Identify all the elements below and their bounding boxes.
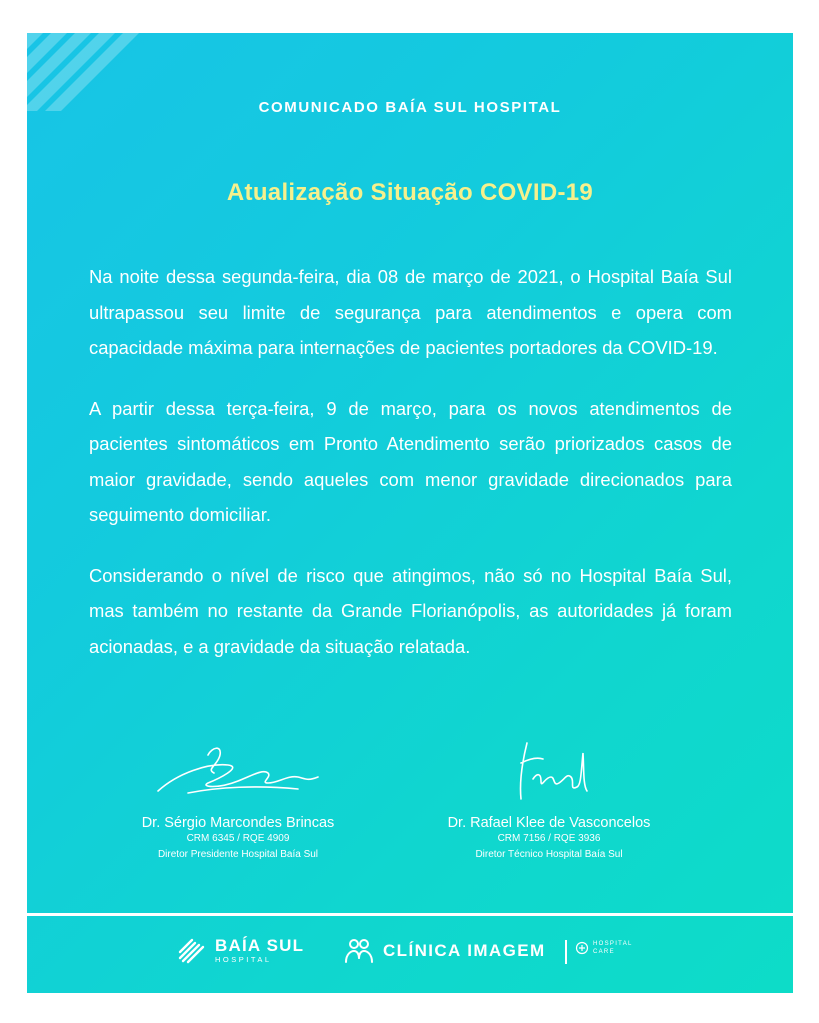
paragraph-1: Na noite dessa segunda-feira, dia 08 de março de 2021, o Hospital Baía Sul ultrapassou seu limite de segurança para atendimentos e opera com capacidade máxima para internações de pacientes portadores da COVID-19.	[89, 266, 732, 358]
hospital-care-line1: HOSPITAL	[593, 941, 633, 947]
clinica-imagem-logo-icon	[343, 936, 375, 966]
paragraph-3: Considerando o nível de risco que atingimos, não só no Hospital Baía Sul, mas também no restante da Grande Florianópolis, as autoridades já foram acionadas, e a gravidade da situação relatada.	[89, 564, 732, 657]
baia-sul-logo-icon	[177, 936, 207, 966]
logo-separator	[565, 940, 567, 964]
handwritten-signature-left	[78, 733, 398, 815]
signer-name: Dr. Rafael Klee de Vasconcelos	[447, 815, 651, 831]
paragraph-2: A partir dessa terça-feira, 9 de março, para os novos atendimentos de pacientes sintomáticos em Pronto Atendimento serão priorizados casos de maior gravidade, sendo aqueles com menor gravidade direcionados para seguimento domiciliar.	[89, 397, 732, 525]
signer-registry: CRM 7156 / RQE 3936	[497, 833, 601, 844]
signature-block-right	[389, 733, 709, 863]
signer-name: Dr. Sérgio Marcondes Brincas	[141, 815, 335, 831]
header-title: COMUNICADO BAÍA SUL HOSPITAL	[258, 99, 562, 116]
signer-role: Diretor Presidente Hospital Baía Sul	[157, 849, 319, 860]
baia-sul-logo-sub: HOSPITAL	[215, 955, 272, 964]
footer-divider	[27, 913, 793, 916]
body-text	[89, 259, 732, 664]
signer-role: Diretor Técnico Hospital Baía Sul	[475, 849, 623, 860]
baia-sul-logo-name: BAÍA SUL	[215, 936, 305, 955]
decorative-stripes	[27, 33, 187, 143]
hospital-care-line2: CARE	[593, 949, 615, 955]
clinica-imagem-logo	[343, 936, 546, 966]
signature-block-left	[78, 733, 398, 863]
announcement-card	[27, 33, 793, 993]
main-title: Atualização Situação COVID-19	[226, 179, 594, 206]
hospital-care-logo	[575, 940, 633, 956]
handwritten-signature-right	[389, 733, 709, 815]
baia-sul-logo	[177, 936, 304, 966]
hospital-care-logo-icon	[575, 941, 589, 955]
signer-registry: CRM 6345 / RQE 4909	[186, 833, 290, 844]
footer-logos	[27, 928, 793, 978]
clinica-imagem-logo-name: CLÍNICA IMAGEM	[383, 941, 546, 960]
